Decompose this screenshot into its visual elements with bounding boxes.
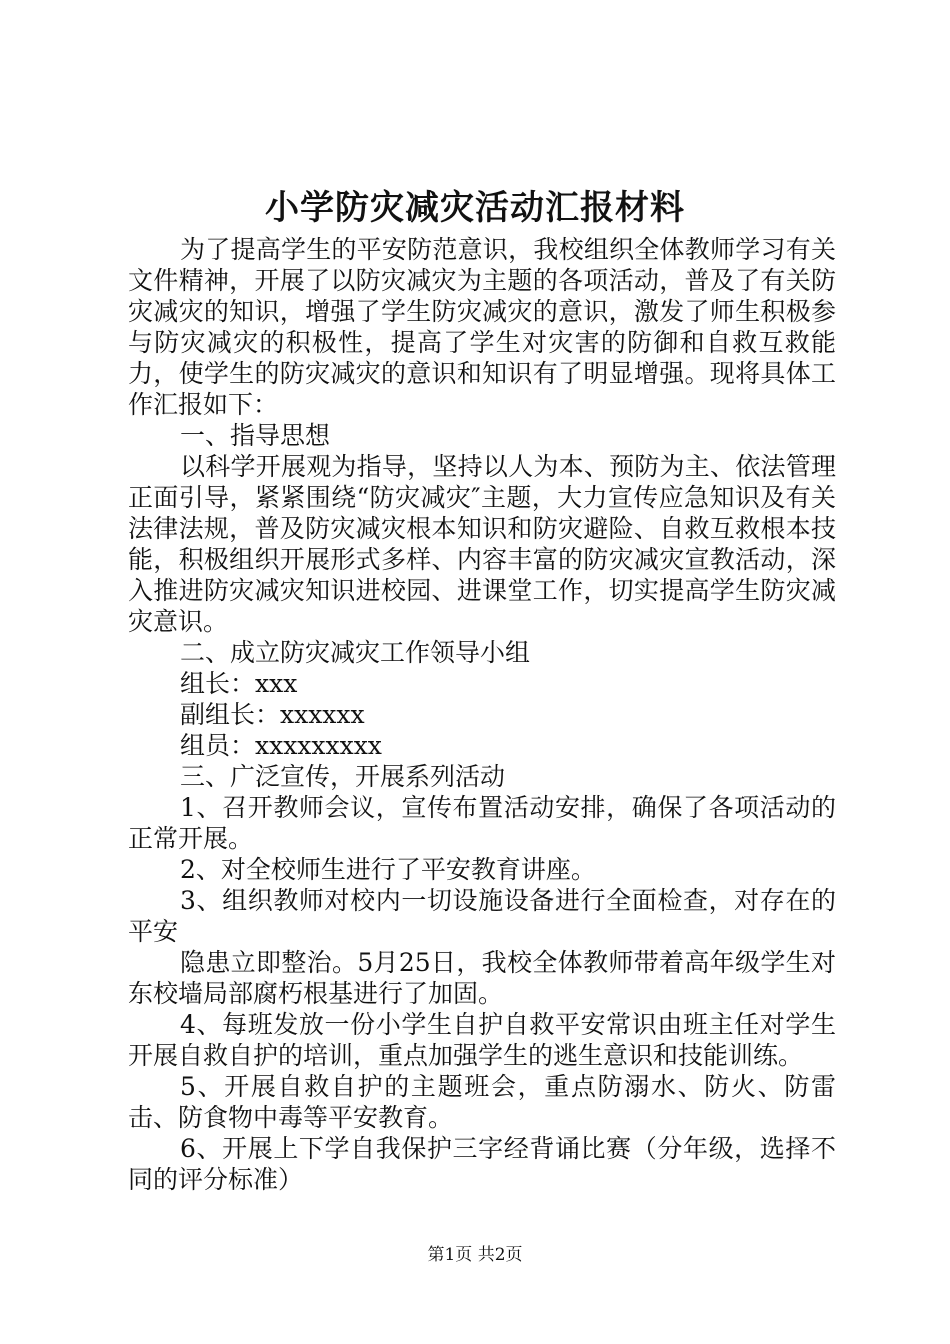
deputy-leader-line: 副组长：xxxxxx <box>180 700 365 729</box>
activity-item-2: 2、对全校师生进行了平安教育讲座。 <box>180 855 596 884</box>
activity-item-6: 6、开展上下学自我保护三字经背诵比赛（分年级，选择不同的评分标准） <box>128 1134 836 1194</box>
activity-item-5: 5、开展自救自护的主题班会，重点防溺水、防火、防雷击、防食物中毒等平安教育。 <box>128 1072 836 1132</box>
activity-item-3-continued: 隐患立即整治。5月25日，我校全体教师带着高年级学生对东校墙局部腐朽根基进行了加固。 <box>128 948 836 1008</box>
group-members-line: 组员：xxxxxxxxx <box>180 731 382 760</box>
section-heading-leadership-group: 二、成立防灾减灾工作领导小组 <box>180 638 531 667</box>
section-heading-guiding-ideology: 一、指导思想 <box>180 421 331 450</box>
guiding-ideology-paragraph: 以科学开展观为指导，坚持以人为本、预防为主、依法管理正面引导，紧紧围绕“防灾减灾″主题，大力宣传应急知识及有关法律法规，普及防灾减灾根本知识和防灾避险、自救互救根本技能，积极组织开展形式多样、内容丰富的防灾减灾宣教活动，深入推进防灾减灾知识进校园、进课堂工作，切实提高学生防灾减灾意识。 <box>128 452 836 636</box>
section-heading-activities: 三、广泛宣传，开展系列活动 <box>180 762 506 791</box>
intro-paragraph: 为了提高学生的平安防范意识，我校组织全体教师学习有关文件精神，开展了以防灾减灾为主题的各项活动，普及了有关防灾减灾的知识，增强了学生防灾减灾的意识，激发了师生积极参与防灾减灾的积极性，提高了学生对灾害的防御和自救互救能力，使学生的防灾减灾的意识和知识有了明显增强。现将具体工作汇报如下： <box>128 235 836 419</box>
activity-item-4: 4、每班发放一份小学生自护自救平安常识由班主任对学生开展自救自护的培训，重点加强学生的逃生意识和技能训练。 <box>128 1010 836 1070</box>
page-number-footer: 第1页 共2页 <box>427 1245 523 1265</box>
document-title: 小学防灾减灾活动汇报材料 <box>265 188 685 228</box>
document-body <box>128 234 836 1195</box>
group-leader-line: 组长：xxx <box>180 669 298 698</box>
activity-item-3: 3、组织教师对校内一切设施设备进行全面检查，对存在的平安 <box>128 886 836 946</box>
activity-item-1: 1、召开教师会议，宣传布置活动安排，确保了各项活动的正常开展。 <box>128 793 836 853</box>
